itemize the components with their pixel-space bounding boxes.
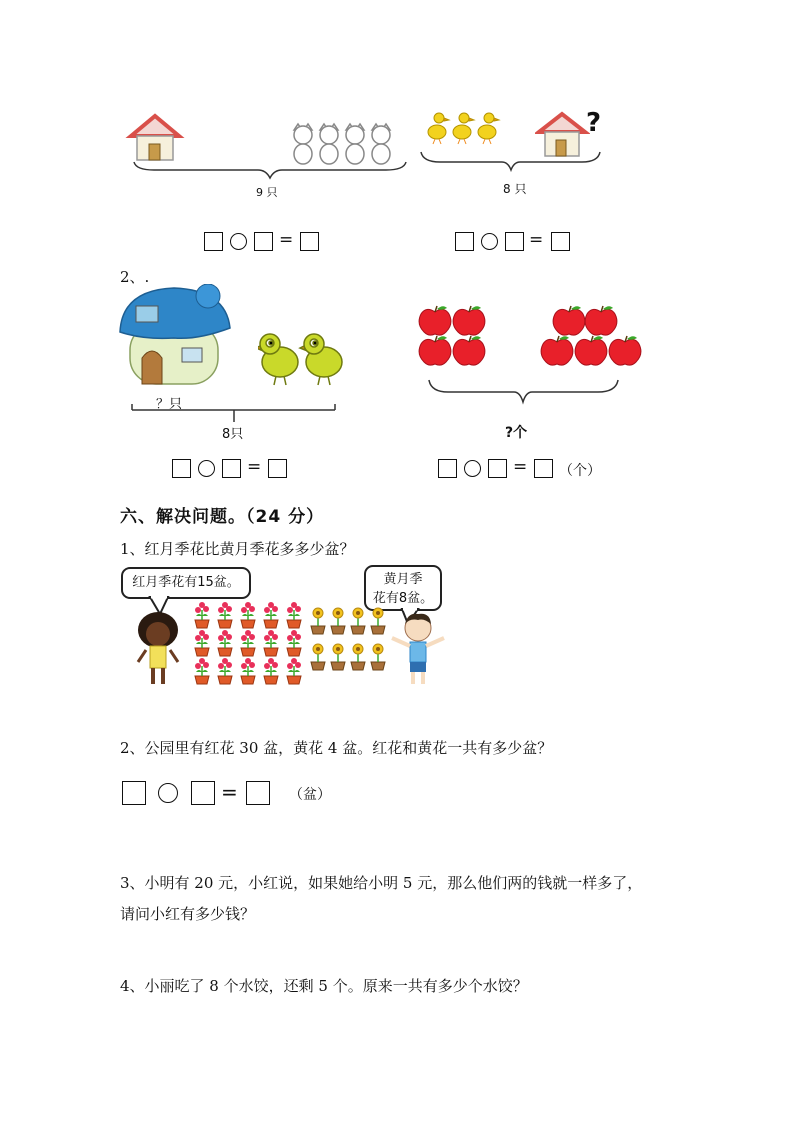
problem-3-line-1: 3、小明有 20 元，小红说，如果她给小明 5 元，那么他们两的钱就一样多了，	[120, 874, 643, 892]
girl-figure	[132, 610, 184, 690]
answer-box[interactable]	[246, 781, 270, 805]
right-brace	[418, 150, 603, 176]
apples-brace	[426, 378, 622, 408]
answer-box[interactable]	[551, 232, 570, 251]
equals-sign: =	[247, 457, 262, 477]
boy-speech-line-1: 黄月季	[383, 572, 423, 587]
answer-box[interactable]	[534, 459, 553, 478]
answer-box[interactable]	[254, 232, 273, 251]
unit-label: （个）	[559, 463, 601, 479]
red-flower-pots	[190, 602, 306, 686]
operator-circle[interactable]	[198, 460, 215, 477]
problem-3-line-2: 请问小红有多少钱？	[120, 905, 256, 923]
equals-sign: =	[221, 780, 238, 804]
left-total-bracket	[128, 400, 340, 424]
answer-box[interactable]	[191, 781, 215, 805]
chicks-group	[258, 330, 350, 388]
operator-circle[interactable]	[158, 783, 178, 803]
yellow-flower-pots	[306, 606, 390, 678]
answer-box[interactable]	[438, 459, 457, 478]
answer-box[interactable]	[505, 232, 524, 251]
answer-box[interactable]	[455, 232, 474, 251]
boy-speech-line-2: 花有8盆。	[372, 591, 434, 606]
problem-1-text: 1、红月季花比黄月季花多多少盆？	[120, 540, 355, 558]
unit-label: （盆）	[289, 787, 331, 803]
answer-box[interactable]	[300, 232, 319, 251]
left-bracket-label: ？只	[156, 397, 183, 412]
answer-box[interactable]	[268, 459, 287, 478]
equals-sign: =	[279, 230, 294, 250]
answer-box[interactable]	[204, 232, 223, 251]
answer-box[interactable]	[172, 459, 191, 478]
girl-speech-bubble	[121, 567, 251, 599]
operator-circle[interactable]	[481, 233, 498, 250]
operator-circle[interactable]	[464, 460, 481, 477]
problem-2-text: 2、公园里有红花 30 盆，黄花 4 盆。红花和黄花一共有多少盆？	[120, 739, 553, 757]
left-brace	[130, 160, 410, 182]
top-right-label: 8 只	[503, 182, 527, 196]
operator-circle[interactable]	[230, 233, 247, 250]
answer-box[interactable]	[122, 781, 146, 805]
apples-group	[416, 302, 644, 368]
problem-4-text: 4、小丽吃了 8 个水饺，还剩 5 个。原来一共有多少个水饺？	[120, 977, 528, 995]
house-icon	[125, 112, 185, 164]
section-title: 六、解决问题。（24 分）	[120, 507, 325, 527]
mushroom-house-icon	[118, 284, 236, 390]
answer-box[interactable]	[222, 459, 241, 478]
boy-speech-bubble	[364, 565, 442, 611]
left-total-label: 8只	[222, 427, 244, 442]
question-mark: ?	[586, 108, 602, 138]
question-2-number: 2、.	[120, 268, 150, 286]
boy-figure	[388, 610, 448, 690]
girl-speech-text: 红月季花有15盆。	[132, 575, 240, 590]
ducks-group	[425, 110, 505, 148]
equals-sign: =	[529, 230, 544, 250]
equals-sign: =	[513, 457, 528, 477]
top-left-label: 9 只	[256, 186, 278, 199]
answer-box[interactable]	[488, 459, 507, 478]
apples-total-label: ?个	[505, 425, 528, 441]
